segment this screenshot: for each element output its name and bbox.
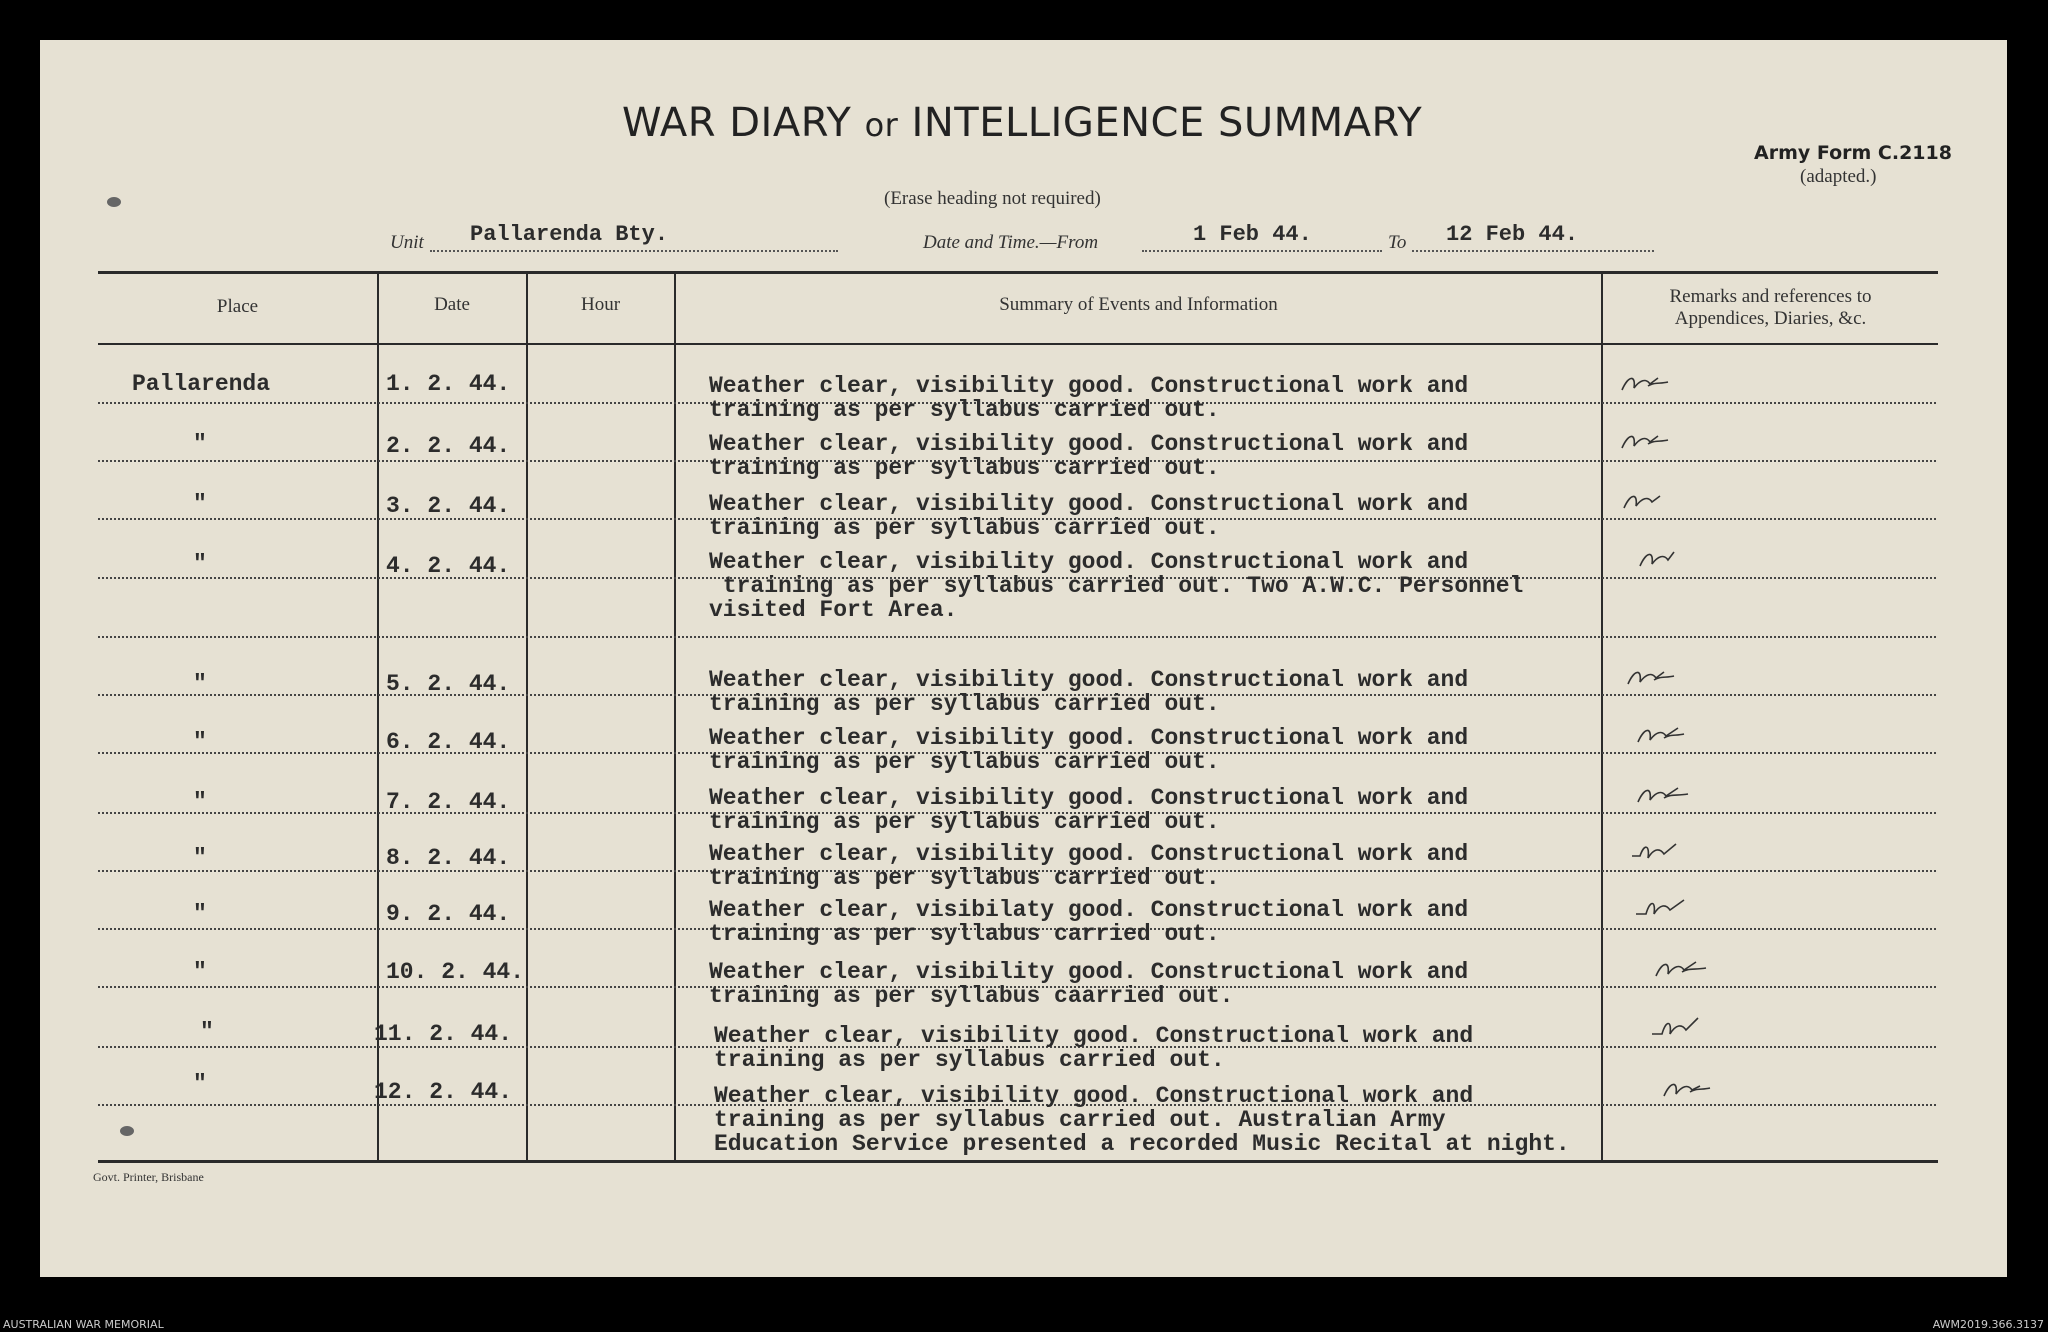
place-cell: " bbox=[193, 551, 207, 577]
col-header-place: Place bbox=[216, 296, 259, 317]
signature-mark bbox=[1624, 664, 1688, 692]
signature-mark bbox=[1636, 546, 1700, 574]
table-top-rule bbox=[98, 271, 1938, 274]
place-cell: " bbox=[193, 1071, 207, 1097]
date-cell: 12. 2. 44. bbox=[374, 1079, 513, 1105]
place-cell: " bbox=[193, 671, 207, 697]
date-cell: 4. 2. 44. bbox=[386, 553, 511, 579]
place-cell: Pallarenda bbox=[132, 371, 271, 397]
signature-mark bbox=[1620, 488, 1684, 516]
summary-cell: Weather clear, visibilaty good. Constructional work and training as per syllabus carried out. bbox=[709, 897, 1469, 947]
date-from: 1 Feb 44. bbox=[1193, 222, 1312, 247]
date-cell: 2. 2. 44. bbox=[386, 433, 511, 459]
summary-cell: Weather clear, visibility good. Constructional work and training as per syllabus carried out. bbox=[709, 491, 1469, 541]
date-cell: 8. 2. 44. bbox=[386, 845, 511, 871]
summary-cell: Weather clear, visibility good. Constructional work and training as per syllabus carried out. bbox=[709, 431, 1469, 481]
signature-mark bbox=[1634, 894, 1698, 922]
col-divider-hour bbox=[674, 272, 676, 1160]
unit-underline bbox=[430, 250, 838, 252]
page-title: WAR DIARY or INTELLIGENCE SUMMARY bbox=[622, 100, 1423, 146]
col-header-date: Date bbox=[434, 294, 470, 315]
place-cell: " bbox=[193, 789, 207, 815]
date-cell: 10. 2. 44. bbox=[386, 959, 525, 985]
form-number: Army Form C.2118 bbox=[1754, 142, 1952, 164]
signature-mark bbox=[1650, 1014, 1714, 1042]
date-cell: 5. 2. 44. bbox=[386, 671, 511, 697]
date-to: 12 Feb 44. bbox=[1446, 222, 1579, 247]
date-cell: 3. 2. 44. bbox=[386, 493, 511, 519]
signature-mark bbox=[1652, 956, 1716, 984]
summary-cell: Weather clear, visibility good. Constructional work and training as per syllabus carried out. bbox=[714, 1023, 1474, 1073]
date-cell: 7. 2. 44. bbox=[386, 789, 511, 815]
summary-cell: Weather clear, visibility good. Constructional work and training as per syllabus carried out. Two A.W.C. Personnel visited Fort Area. bbox=[709, 549, 1524, 623]
punch-hole-top bbox=[107, 197, 121, 207]
unit-value: Pallarenda Bty. bbox=[470, 222, 669, 247]
summary-cell: Weather clear, visibility good. Constructional work and training as per syllabus carried out. bbox=[709, 373, 1469, 423]
place-cell: " bbox=[193, 729, 207, 755]
col-header-remarks-line2: Appendices, Diaries, &c. bbox=[1674, 308, 1867, 329]
archive-reference: AWM2019.366.3137 bbox=[1932, 1318, 2044, 1331]
place-cell: " bbox=[193, 491, 207, 517]
signature-mark bbox=[1630, 838, 1694, 866]
date-cell: 9. 2. 44. bbox=[386, 901, 511, 927]
summary-cell: Weather clear, visibility good. Constructional work and training as per syllabus caarried out. bbox=[709, 959, 1469, 1009]
row-rule bbox=[98, 636, 1936, 638]
printer-imprint: Govt. Printer, Brisbane bbox=[93, 1170, 204, 1184]
signature-mark bbox=[1618, 370, 1682, 398]
summary-cell: Weather clear, visibility good. Constructional work and training as per syllabus carried out. bbox=[709, 667, 1469, 717]
col-header-remarks-line1: Remarks and references to bbox=[1669, 286, 1872, 307]
summary-cell: Weather clear, visibility good. Constructional work and training as per syllabus carried out. Australian Army Education Service presented a recorded Music Recital at night. bbox=[714, 1083, 1570, 1157]
place-cell: " bbox=[193, 845, 207, 871]
erase-note: (Erase heading not required) bbox=[884, 188, 1101, 209]
table-bottom-rule bbox=[98, 1160, 1938, 1163]
unit-label: Unit bbox=[390, 232, 424, 253]
date-cell: 6. 2. 44. bbox=[386, 729, 511, 755]
table-header-rule bbox=[98, 343, 1938, 345]
archive-credit: AUSTRALIAN WAR MEMORIAL bbox=[3, 1318, 164, 1331]
col-header-remarks bbox=[1603, 286, 1938, 330]
date-label: Date and Time.—From bbox=[923, 232, 1099, 253]
col-divider-date bbox=[526, 272, 528, 1160]
place-cell: " bbox=[193, 959, 207, 985]
place-cell: " bbox=[200, 1019, 214, 1045]
signature-mark bbox=[1660, 1076, 1724, 1104]
date-cell: 1. 2. 44. bbox=[386, 371, 511, 397]
signature-mark bbox=[1618, 428, 1682, 456]
date-to-underline bbox=[1412, 250, 1654, 252]
to-label: To bbox=[1388, 232, 1407, 253]
punch-hole-bottom bbox=[120, 1126, 134, 1136]
col-header-summary: Summary of Events and Information bbox=[999, 294, 1278, 315]
date-from-underline bbox=[1142, 250, 1382, 252]
signature-mark bbox=[1634, 782, 1698, 810]
form-adapted: (adapted.) bbox=[1800, 166, 1877, 187]
place-cell: " bbox=[193, 431, 207, 457]
place-cell: " bbox=[193, 901, 207, 927]
date-cell: 11. 2. 44. bbox=[374, 1021, 513, 1047]
col-divider-summary bbox=[1601, 272, 1603, 1160]
summary-cell: Weather clear, visibility good. Constructional work and training as per syllabus carried out. bbox=[709, 785, 1469, 835]
summary-cell: Weather clear, visibility good. Constructional work and training as per syllabus carried out. bbox=[709, 841, 1469, 891]
summary-cell: Weather clear, visibility good. Constructional work and training as per syllabus carried out. bbox=[709, 725, 1469, 775]
signature-mark bbox=[1634, 722, 1698, 750]
col-header-hour: Hour bbox=[580, 294, 621, 315]
